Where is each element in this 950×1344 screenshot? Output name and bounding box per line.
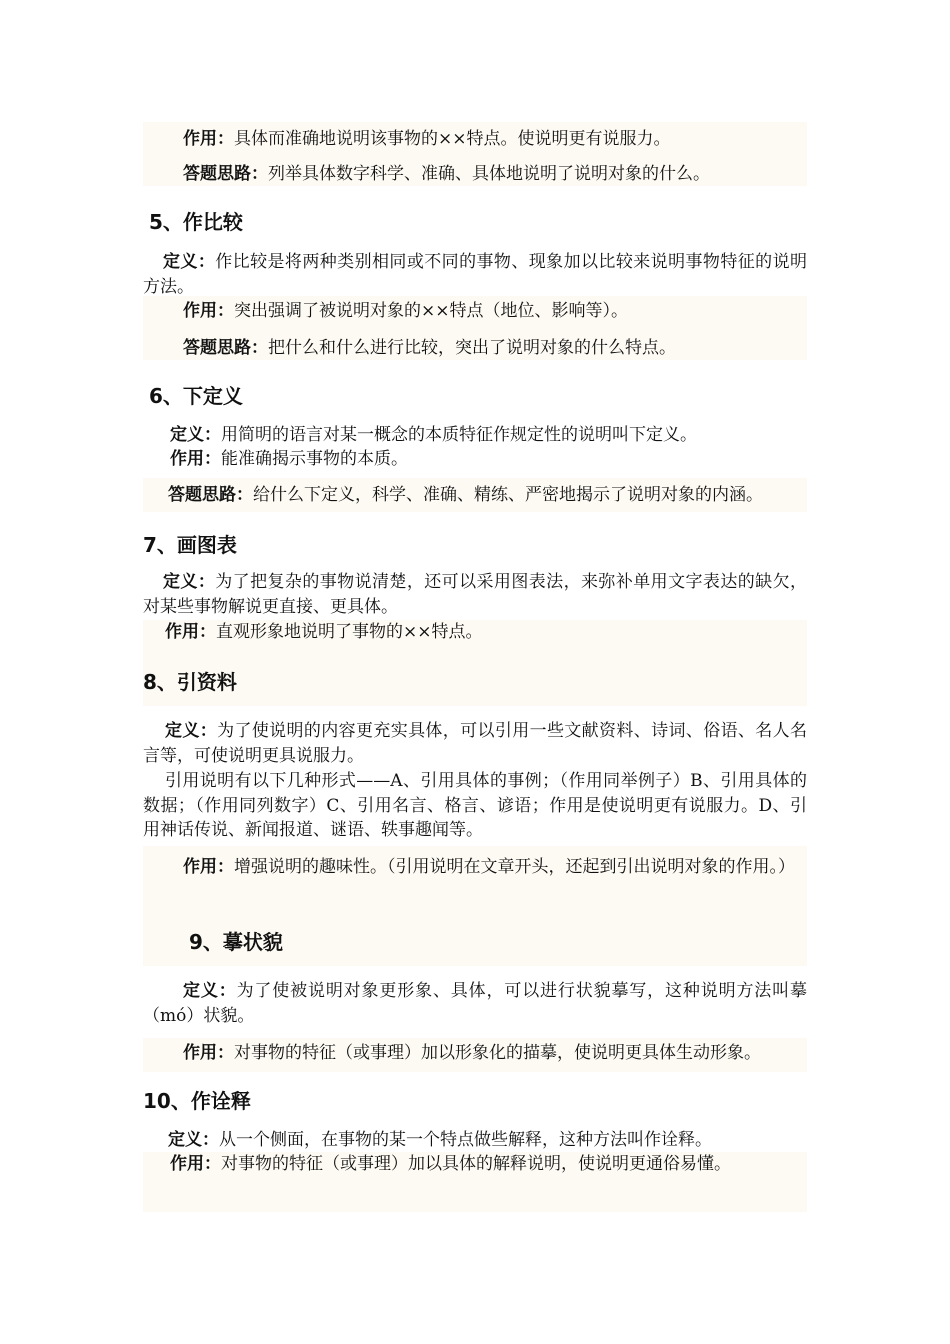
zuoyong-text: 增强说明的趣味性。（引用说明在文章开头，还起到引出说明对象的作用。） [234,857,795,877]
zuoyong-label: 作用： [165,622,216,642]
silu-label: 答题思路： [168,485,253,505]
zuoyong-label: 作用： [183,857,234,877]
silu-label: 答题思路： [183,338,268,358]
s5-silu [183,336,676,360]
s9-definition [143,979,807,1028]
def-text: 为了把复杂的事物说清楚，还可以采用图表法，来弥补单用文字表达的缺欠，对某些事物解说更直接、更具体。 [143,572,807,617]
s5-zuoyong [183,299,628,323]
heading-s9: 9、摹状貌 [189,930,283,954]
heading-s8: 8、引资料 [143,670,237,694]
zuoyong-text: 具体而准确地说明该事物的××特点。使说明更有说服力。 [234,129,671,149]
def-label: 定义： [170,425,221,445]
s6-silu [168,483,763,507]
s8-forms: 引用说明有以下几种形式——A、引用具体的事例；（作用同举例子）B、引用具体的数据；（作用同列数字）C、引用名言、格言、谚语；作用是使说明更有说服力。D、引用神话传说、新闻报道、谜语、轶事趣闻等。 [143,771,807,840]
top-zuoyong [183,127,671,151]
def-label: 定义： [183,981,237,1001]
def-text: 作比较是将两种类别相同或不同的事物、现象加以比较来说明事物特征的说明方法。 [143,252,807,297]
zuoyong-label: 作用： [183,129,234,149]
silu-text: 给什么下定义，科学、准确、精练、严密地揭示了说明对象的内涵。 [253,485,763,505]
def-label: 定义： [165,721,218,741]
def-text: 为了使说明的内容更充实具体，可以引用一些文献资料、诗词、俗语、名人名言等，可使说明更具说服力。 [143,721,808,766]
def-text: 用简明的语言对某一概念的本质特征作规定性的说明叫下定义。 [221,425,697,445]
zuoyong-label: 作用： [183,1043,234,1063]
silu-text: 列举具体数字科学、准确、具体地说明了说明对象的什么。 [268,164,710,184]
heading-s7: 7、画图表 [143,533,237,557]
s5-definition [143,250,807,299]
def-text: 从一个侧面，在事物的某一个特点做些解释，这种方法叫作诠释。 [219,1130,712,1150]
s10-zuoyong [170,1152,731,1176]
zuoyong-text: 能准确揭示事物的本质。 [221,449,408,469]
zuoyong-text: 突出强调了被说明对象的××特点（地位、影响等）。 [234,301,628,321]
heading-s6: 6、下定义 [149,384,243,408]
s7-definition [143,570,807,619]
zuoyong-text: 对事物的特征（或事理）加以具体的解释说明，使说明更通俗易懂。 [221,1154,731,1174]
def-label: 定义： [163,252,216,272]
zuoyong-text: 对事物的特征（或事理）加以形象化的描摹，使说明更具体生动形象。 [234,1043,761,1063]
s10-definition [168,1128,712,1152]
s6-zuoyong [170,447,408,471]
zuoyong-label: 作用： [183,301,234,321]
s6-definition [170,423,697,447]
s9-zuoyong [183,1041,761,1065]
zuoyong-label: 作用： [170,449,221,469]
def-label: 定义： [163,572,216,592]
s8-definition [143,719,807,768]
s8-zuoyong [143,855,807,880]
s7-zuoyong [165,620,483,644]
top-silu [183,162,710,186]
zuoyong-text: 直观形象地说明了事物的××特点。 [216,622,483,642]
heading-s5: 5、作比较 [149,210,243,234]
heading-s10: 10、作诠释 [143,1089,251,1113]
silu-text: 把什么和什么进行比较，突出了说明对象的什么特点。 [268,338,676,358]
silu-label: 答题思路： [183,164,268,184]
def-label: 定义： [168,1130,219,1150]
def-text: 为了使被说明对象更形象、具体，可以进行状貌摹写，这种说明方法叫摹（mó）状貌。 [143,981,808,1026]
zuoyong-label: 作用： [170,1154,221,1174]
